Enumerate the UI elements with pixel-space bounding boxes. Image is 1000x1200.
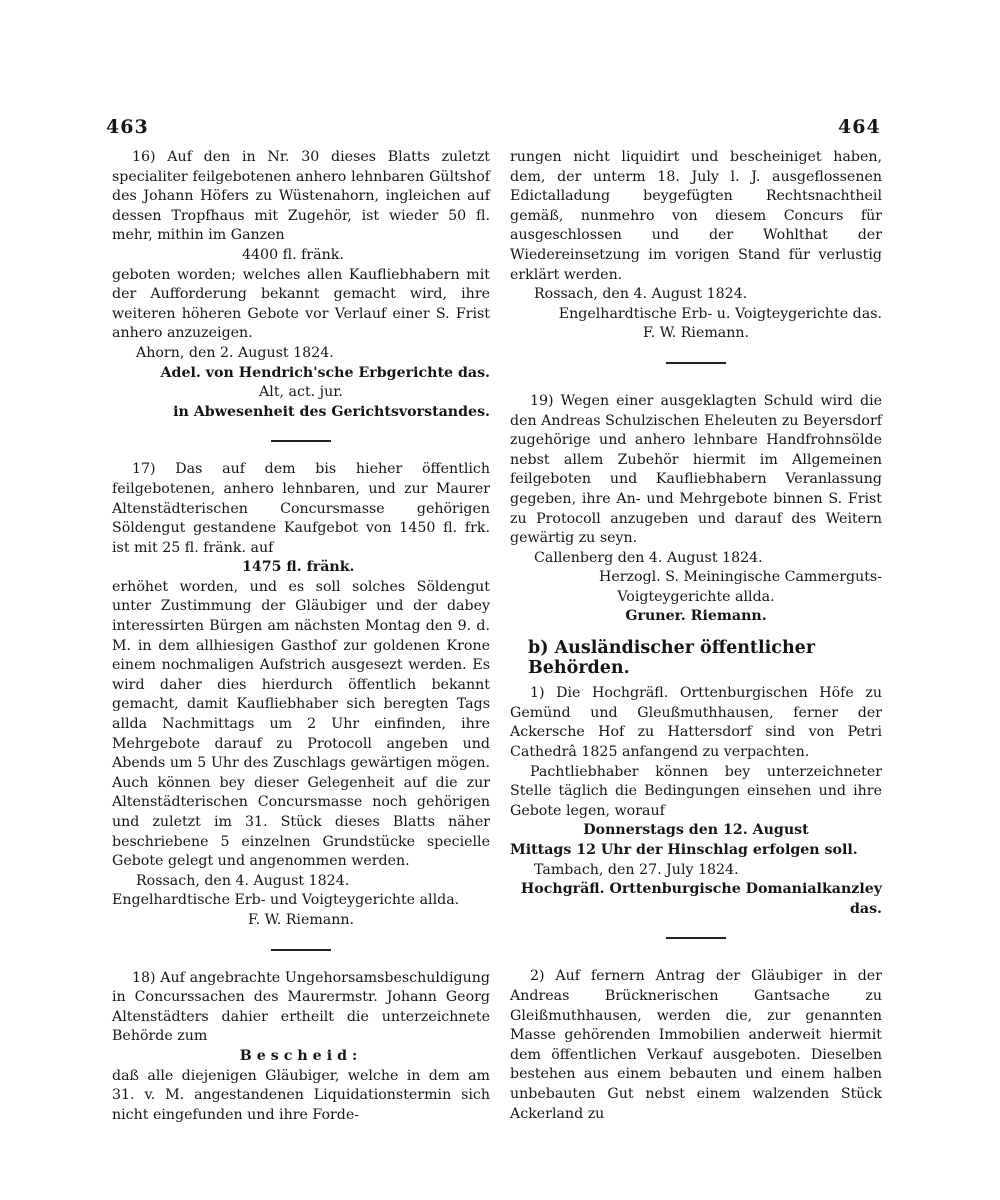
notice-b1-text-3: Mittags 12 Uhr der Hinschlag erfolgen soll.: [510, 842, 858, 858]
section-heading: b) Ausländischer öffentlicher Behörden.: [528, 638, 816, 678]
notice-17-signature-2: F. W. Riemann.: [247, 911, 355, 928]
notice-16-text: 16) Auf den in Nr. 30 dieses Blatts zuletzt specialiter feilgebotenen anhero lehnbaren Gültshof des Johann Höfers zu Wüstenahorn, ingleichen auf dessen Tropfhaus mit Zugehör, ist wieder 50 fl. mehr, mithin im Ganzen: [112, 149, 490, 244]
notice-16-text-2: geboten worden; welches allen Kaufliebhabern mit der Aufforderung bekannt gemacht wird, ihre weiteren höheren Gebote vor Verlauf einer S. Frist anhero anzuzeigen.: [112, 266, 490, 342]
right-column: [510, 148, 882, 1124]
notice-19-text: 19) Wegen einer ausgeklagten Schuld wird die den Andreas Schulzischen Eheleuten zu Beyersdorf zugehörige und anhero lehnbare Handfrohnsölde nebst allem Zubehör hiermit im Allgemeinen feilgeboten und Kaufliebhabern Veranlassung gegeben, ihre An- und Mehrgebote binnen S. Frist zu Protocoll anzugeben und darauf des Weitern gewärtig zu seyn.: [510, 392, 882, 547]
notice-17-text: 17) Das auf dem bis hieher öffentlich feilgebotenen, anhero lehnbaren, und zur Maurer Altenstädterischen Concursmasse gehörigen Söldengut gestandene Kaufgebot von 1450 fl. frk. ist mit 25 fl. fränk. auf: [112, 461, 490, 556]
continuation-place-date: Rossach, den 4. August 1824.: [534, 286, 748, 303]
continuation-text: rungen nicht liquidirt und bescheiniget haben, dem, der unterm 18. July l. J. ausgeflossenen Edictalladung beygefügten Rechtsnachtheil gemäß, nunmehro von diesem Concurs für ausgeschlossen und der Wohlthat der Wiedereinsetzung im vorigen Stand für verlustig erklärt werden.: [510, 149, 882, 283]
notice-17-text-2: erhöhet worden, und es soll solches Söldengut unter Zustimmung der Gläubiger und der dabey interessirten Bürgen am nächsten Montag den 9. d. M. in dem allhiesigen Gasthof zur goldenen Krone einem nochmaligen Aufstrich ausgesezt werden. Es wird daher dies hierdurch öffentlich bekannt gemacht, damit Kaufliebhaber sich beregten Tags allda Nachmittags um 2 Uhr einfinden, ihre Mehrgebote darauf zu Protocoll angeben und Abends um 5 Uhr des Zuschlags gewärtigen mögen. Auch können bey dieser Gelegenheit auf die zur Altenstädterischen Concursmasse noch gehörigen und zuletzt im 31. Stück dieses Blatts näher beschriebene 5 einzelnen Grundstücke specielle Gebote gelegt und angenommen werden.: [112, 578, 490, 870]
notice-19: [510, 392, 882, 627]
continuation-notice: [510, 148, 882, 344]
notice-18-bescheid: Bescheid:: [239, 1047, 363, 1064]
notice-b2-text: 2) Auf fernern Antrag der Gläubiger in der Andreas Brücknerischen Gantsache zu Gleißmuthhausen, werden die, zur genannten Masse gehörenden Immobilien anderweit hiermit dem öffentlichen Verkauf ausgeboten. Dieselben bestehen aus einem bebauten und einem halben unbebauten Gut nebst einem walzenden Stück Ackerland zu: [510, 968, 882, 1122]
separator-rule: [666, 362, 726, 364]
notice-b1-place-date: Tambach, den 27. July 1824.: [534, 861, 739, 878]
notice-17-amount: 1475 fl. fränk.: [242, 559, 355, 576]
separator-rule: [271, 949, 331, 951]
notice-b2: [510, 967, 882, 1124]
notice-b1-text-2: Pachtliebhaber können bey unterzeichneter Stelle täglich die Bedingungen einsehen und ihre Gebote legen, worauf: [510, 763, 882, 819]
notice-16-signature-3: in Abwesenheit des Gerichtsvorstandes.: [173, 403, 490, 420]
separator-rule: [666, 937, 726, 939]
notice-18-text: 18) Auf angebrachte Ungehorsamsbeschuldigung in Concurssachen des Maurermstr. Johann Georg Altenstädters dahier ertheilt die unterzeichnete Behörde zum: [112, 969, 490, 1045]
notice-19-place-date: Callenberg den 4. August 1824.: [534, 549, 763, 566]
notice-17: [112, 460, 490, 930]
notice-b1-signature: Hochgräfl. Orttenburgische Domanialkanzley das.: [520, 881, 882, 917]
notice-16-signature-2: Alt, act. jur.: [259, 384, 343, 401]
notice-19-signature-1: Herzogl. S. Meiningische Cammerguts-: [599, 569, 882, 586]
notice-19-signature-2: Voigteygerichte allda.: [617, 588, 775, 605]
notice-b1: [510, 684, 882, 919]
continuation-signature-1: Engelhardtische Erb- u. Voigteygerichte das.: [558, 305, 882, 322]
notice-19-signature-3: Gruner. Riemann.: [625, 608, 767, 625]
continuation-signature-2: F. W. Riemann.: [642, 325, 750, 342]
notice-17-signature-1: Engelhardtische Erb- und Voigteygerichte allda.: [112, 892, 460, 909]
page-number-right: 464: [838, 116, 881, 138]
notice-17-place-date: Rossach, den 4. August 1824.: [136, 872, 350, 889]
left-column: [112, 148, 490, 1125]
page-number-left: 463: [106, 116, 149, 138]
separator-rule: [271, 440, 331, 442]
notice-16-place-date: Ahorn, den 2. August 1824.: [136, 344, 334, 361]
notice-b1-date-line: Donnerstags den 12. August: [583, 822, 809, 839]
notice-18: [112, 969, 490, 1126]
notice-16-amount: 4400 fl. fränk.: [242, 246, 344, 263]
notice-16-signature-1: Adel. von Hendrich'sche Erbgerichte das.: [160, 364, 490, 381]
notice-b1-text: 1) Die Hochgräfl. Orttenburgischen Höfe zu Gemünd und Gleußmuthhausen, ferner der Ackersche Hof zu Hattersdorf sind von Petri Cathedrâ 1825 anfangend zu verpachten.: [510, 685, 882, 761]
notice-16: [112, 148, 490, 422]
notice-18-text-2: daß alle diejenigen Gläubiger, welche in dem am 31. v. M. angestandenen Liquidationstermin sich nicht eingefunden und ihre Forde-: [112, 1067, 490, 1123]
